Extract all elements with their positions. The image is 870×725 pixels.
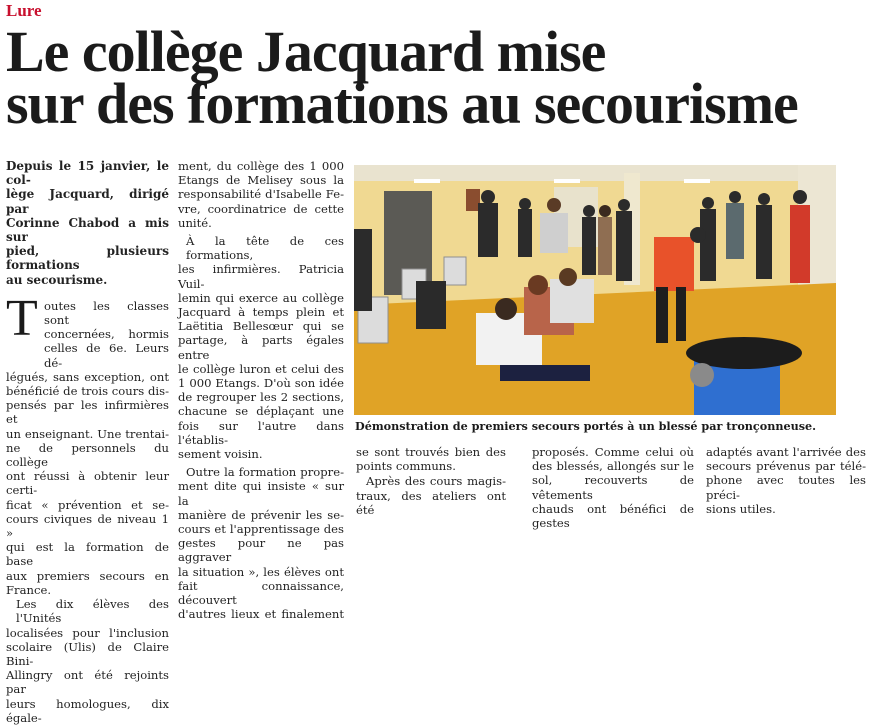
article-lead (6, 159, 169, 287)
body-line: pensés par les infirmières et (6, 398, 169, 427)
body-line: le collège luron et celui des (178, 361, 344, 376)
body-line: se sont trouvés bien des (356, 445, 506, 459)
section-label: Lure (6, 1, 42, 20)
body-line: fait connaissance, découvert (178, 578, 344, 608)
body-line: de regrouper les 2 sections, (178, 390, 344, 405)
second-paragraph (6, 597, 169, 725)
body-line: fois sur l'autre dans l'établis- (178, 418, 344, 447)
lead-line: Corinne Chabod a mis sur (6, 215, 169, 245)
body-line: Laëtitia Bellesœur qui se (178, 319, 344, 334)
body-line: partage, à parts égales entre (178, 333, 344, 362)
body-line: Allingry ont été rejoints par (6, 668, 169, 697)
body-line: Les dix élèves des l'Unités (16, 597, 169, 626)
body-line: ont réussi à obtenir leur certi- (6, 469, 169, 498)
body-line: France. (6, 582, 52, 597)
body-line: légués, sans exception, ont (6, 369, 169, 384)
article-column-2 (178, 159, 344, 622)
body-line: sions utiles. (706, 501, 776, 516)
body-line: sol, recouverts de vêtements (532, 473, 694, 502)
body-line: Etangs de Melisey sous la (178, 173, 344, 188)
body-line: cours et l'apprentissage des (178, 522, 344, 537)
body-line: phone avec toutes les préci- (706, 473, 866, 502)
body-line: lemin qui exerce au collège (178, 290, 344, 305)
headline (6, 19, 866, 136)
body-line: aux premiers secours en (6, 568, 169, 583)
body-line: responsabilité d'Isabelle Fe- (178, 187, 344, 202)
body-line: bénéficié de trois cours dis- (6, 384, 169, 399)
lead-line: Depuis le 15 janvier, le col- (6, 159, 169, 188)
body-line: outes les classes sont (44, 298, 169, 328)
body-line: Jacquard à temps plein et (178, 305, 344, 320)
body-line: manière de prévenir les se- (178, 507, 344, 522)
body-line: scolaire (Ulis) de Claire Bini- (6, 639, 169, 668)
body-line: celles de 6e. Leurs dé- (44, 341, 169, 370)
body-line: sement voisin. (178, 447, 263, 462)
body-line: la situation », les élèves ont (178, 564, 344, 579)
article-column-4 (532, 445, 694, 530)
body-line: ment dite qui insiste « sur la (178, 479, 344, 508)
body-line: Après des cours magis- (366, 474, 506, 489)
article-column-5 (706, 445, 866, 516)
article-column-1 (6, 159, 169, 725)
body-line: cours civiques de niveau 1 » (6, 511, 169, 541)
body-line: 1 000 Etangs. D'où son idée (178, 376, 344, 391)
article-column-3 (356, 445, 506, 517)
lead-line: au secourisme. (6, 272, 108, 287)
body-line: chauds ont bénéfici de gestes (532, 501, 694, 531)
body-line: des blessés, allongés sur le (532, 459, 694, 474)
body-line: secours prévenus par télé- (706, 459, 866, 474)
body-line: d'autres lieux et finalement (178, 607, 344, 622)
body-line: les infirmières. Patricia Vuil- (178, 262, 344, 291)
body-line: gestes pour ne pas aggraver (178, 536, 344, 565)
drop-cap: T (6, 289, 38, 347)
body-line: Outre la formation propre- (186, 465, 344, 480)
body-line: proposés. Comme celui où (532, 445, 694, 459)
lead-line: pied, plusieurs formations (6, 244, 169, 273)
headline-line-2: sur des formations au secourisme (6, 71, 798, 136)
body-line: un enseignant. Une trentai- (6, 426, 169, 441)
lead-line: lège Jacquard, dirigé par (6, 187, 169, 216)
headline-line-1: Le collège Jacquard mise (6, 19, 606, 84)
first-paragraph (6, 289, 169, 597)
body-line: ne de personnels du collège (6, 440, 169, 470)
first-aid-demonstration-photo (354, 165, 836, 415)
photo-caption: Démonstration de premiers secours portés à un blessé par tronçonneuse. (355, 419, 817, 433)
body-line: points communs. (356, 459, 456, 474)
body-line: vre, coordinatrice de cette (178, 201, 344, 216)
body-line: unité. (178, 215, 212, 230)
body-line: leurs homologues, dix égale- (6, 696, 169, 725)
body-line: À la tête de ces formations, (186, 234, 344, 263)
body-line: ficat « prévention et se- (6, 497, 169, 512)
body-line: localisées pour l'inclusion (6, 625, 169, 640)
body-line: concernées, hormis (44, 327, 169, 342)
body-line: chacune se déplaçant une (178, 404, 344, 419)
body-line: ment, du collège des 1 000 (178, 159, 344, 173)
body-line: traux, des ateliers ont été (356, 488, 506, 517)
body-line: qui est la formation de base (6, 540, 169, 569)
body-line: adaptés avant l'arrivée des (706, 445, 866, 459)
article-photo (354, 165, 836, 415)
